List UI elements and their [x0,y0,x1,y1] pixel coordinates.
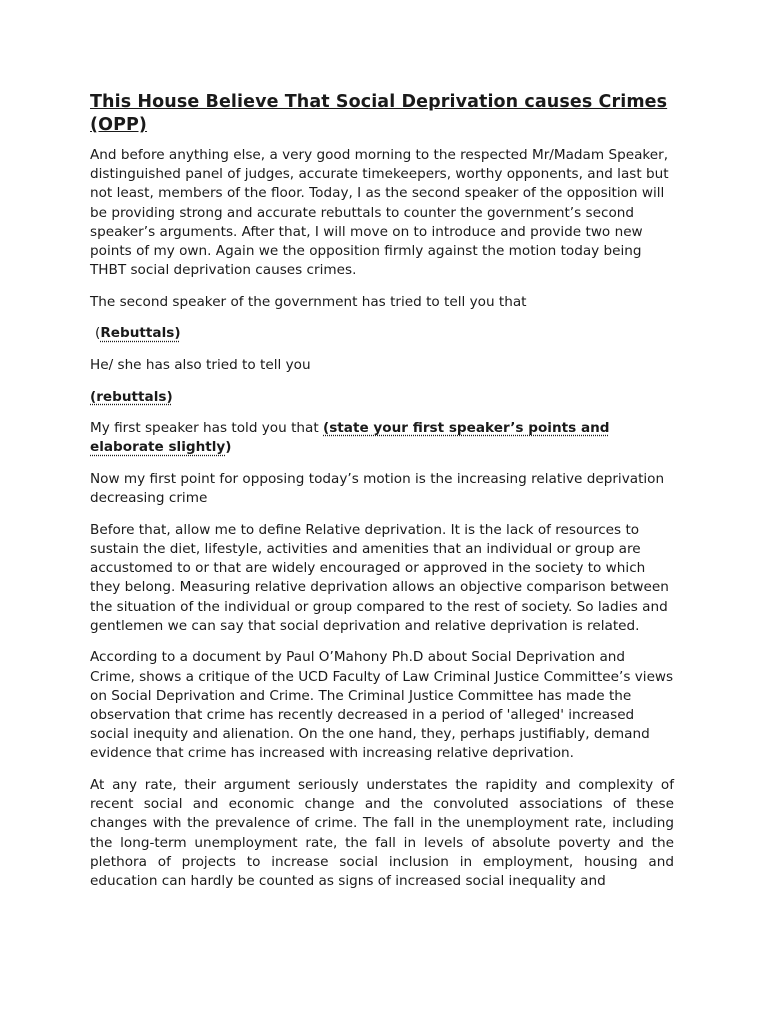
definition-paragraph: Before that, allow me to define Relative deprivation. It is the lack of resources to sustain the diet, lifestyle, activities and amenities that an individual or group are accustomed to or that are widely encouraged or approved in the society to which they belong. Measuring relative deprivation allows an objective comparison between the situation of the individual or group compared to the rest of society. So ladies and gentlemen we can say that social deprivation and relative deprivation is related. [90,521,669,634]
document-title: This House Believe That Social Deprivation causes Crimes (OPP) [90,92,668,135]
rebuttals-open-paren: ( [95,325,101,342]
at-any-rate-paragraph: At any rate, their argument seriously understates the rapidity and complexity of recent social and economic change and the convoluted associations of these changes with the prevalence of crime. The fall in the unemployment rate, including the long-term unemployment rate, the fall in levels of absolute poverty and the plethora of projects to increase social inclusion in employment, housing and education can hardly be counted as signs of increased social inequality and [90,777,674,890]
first-speaker-paragraph [90,419,674,457]
intro-paragraph: And before anything else, a very good morning to the respected Mr/Madam Speaker, distinguished panel of judges, accurate timekeepers, worthy opponents, and last but not least, members of the floor. Today, I as the second speaker of the opposition will be providing strong and accurate rebuttals to counter the government’s second speaker’s arguments. After that, I will move on to introduce and provide two new points of my own. Again we the opposition firmly against the motion today being THBT social deprivation causes crimes. [90,147,669,279]
document-page [90,91,674,904]
rebuttals-label-1: Rebuttals) [100,325,181,342]
rebuttals-label-2: (rebuttals) [90,388,173,405]
first-speaker-close-paren: ) [225,439,232,456]
second-speaker-paragraph: The second speaker of the government has tried to tell you that [90,293,527,310]
first-speaker-prefix: My first speaker has told you that [90,420,323,437]
according-paragraph: According to a document by Paul O’Mahony Ph.D about Social Deprivation and Crime, shows a critique of the UCD Faculty of Law Criminal Justice Committee’s views on Social Deprivation and Crime. The Criminal Justice Committee has made the observation that crime has recently decreased in a period of 'alleged' increased social inequity and alienation. On the one hand, they, perhaps justifiably, demand evidence that crime has increased with increasing relative deprivation. [90,649,674,762]
rebuttals-paragraph-2 [90,388,674,407]
also-told-paragraph: He/ she has also tried to tell you [90,357,311,373]
first-speaker-instruction: (state your first speaker’s points and elaborate slightly [90,420,610,456]
first-point-paragraph: Now my first point for opposing today’s motion is the increasing relative deprivation decreasing crime [90,470,665,507]
rebuttals-paragraph-1 [90,324,674,343]
